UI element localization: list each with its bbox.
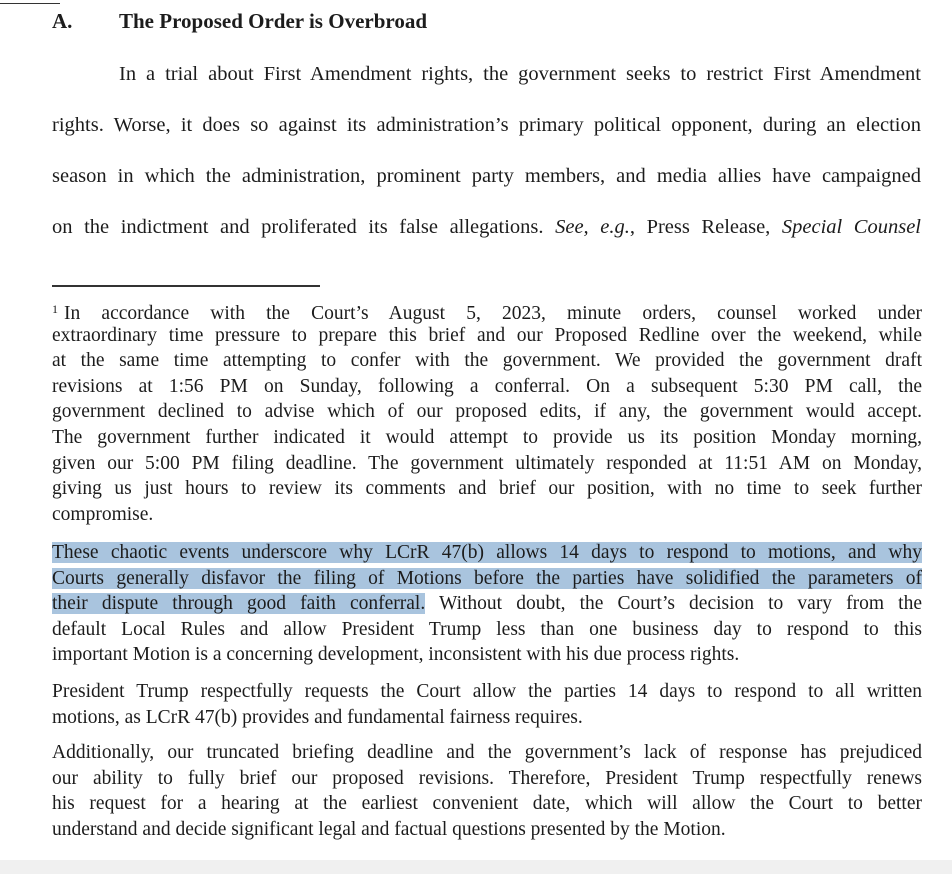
footnote-line: revisions at 1:56 PM on Sunday, following a conferral. On a subsequent 5:30 PM call, the bbox=[52, 375, 922, 397]
footnote-line: at the same time attempting to confer with the government. We provided the government draft bbox=[52, 350, 922, 372]
highlighted-text[interactable]: their dispute through good faith conferral. bbox=[52, 593, 426, 615]
footnote-line: default Local Rules and allow President Trump less than one business day to respond to this bbox=[52, 618, 922, 640]
footnote-line: In accordance with the Court’s August 5, 2023, minute orders, counsel worked under bbox=[64, 303, 922, 324]
footnote-line: government declined to advise which of our proposed edits, if any, the government would accept. bbox=[52, 401, 922, 423]
citation-signal: See, e.g. bbox=[555, 216, 630, 238]
footnote-marker: 1 bbox=[52, 302, 58, 316]
footnote-line: understand and decide significant legal and factual questions presented by the Motion. bbox=[52, 818, 726, 840]
body-text: , Press Release, bbox=[629, 216, 782, 238]
footnote-line: Additionally, our truncated briefing deadline and the government’s lack of response has prejudiced bbox=[52, 742, 922, 763]
footnote-text: Without doubt, the Court’s decision to vary from the bbox=[425, 593, 922, 615]
footnote-line: given our 5:00 PM filing deadline. The government ultimately responded at 11:51 AM on Monday, bbox=[52, 452, 922, 474]
footnote-line: extraordinary time pressure to prepare this brief and our Proposed Redline over the weekend, while bbox=[52, 324, 922, 346]
highlighted-text[interactable]: These chaotic events underscore why LCrR 47(b) allows 14 days to respond to motions, and why bbox=[52, 542, 922, 563]
page-bottom-margin bbox=[0, 860, 952, 874]
body-line: rights. Worse, it does so against its administration’s primary political opponent, during an election bbox=[52, 114, 921, 136]
body-line: In a trial about First Amendment rights, the government seeks to restrict First Amendment bbox=[119, 63, 921, 85]
top-rule bbox=[0, 3, 60, 4]
footnote-line: motions, as LCrR 47(b) provides and fundamental fairness requires. bbox=[52, 706, 583, 728]
footnote-line: important Motion is a concerning development, inconsistent with his due process rights. bbox=[52, 644, 740, 666]
footnote-separator bbox=[52, 285, 320, 287]
footnote-line: President Trump respectfully requests the Court allow the parties 14 days to respond to all written bbox=[52, 681, 922, 702]
body-line: season in which the administration, prominent party members, and media allies have campaigned bbox=[52, 165, 921, 187]
section-title: The Proposed Order is Overbroad bbox=[119, 9, 428, 33]
footnote-line: giving us just hours to review its comments and brief our position, with no time to seek further bbox=[52, 478, 922, 500]
footnote-line: compromise. bbox=[52, 503, 154, 525]
highlighted-text[interactable]: Courts generally disfavor the filing of Motions before the parties have solidified the parameters of bbox=[52, 567, 922, 589]
footnote-paragraph-1 bbox=[52, 297, 922, 527]
citation-title: Special Counsel bbox=[781, 216, 922, 238]
section-number: A. bbox=[52, 9, 73, 33]
footnote-paragraph-3 bbox=[52, 679, 922, 730]
body-text: on the indictment and proliferated its false allegations. bbox=[52, 216, 556, 238]
footnote-line: The government further indicated it would attempt to provide us its position Monday morning, bbox=[52, 426, 922, 448]
footnote-paragraph-2 bbox=[52, 540, 922, 668]
footnote-paragraph-4 bbox=[52, 740, 922, 842]
footnote-line: our ability to fully brief our proposed revisions. Therefore, President Trump respectfully renews bbox=[52, 767, 922, 789]
footnote-line: his request for a hearing at the earliest convenient date, which will allow the Court to better bbox=[52, 793, 922, 815]
section-heading bbox=[52, 9, 427, 34]
body-line-last bbox=[52, 215, 921, 239]
